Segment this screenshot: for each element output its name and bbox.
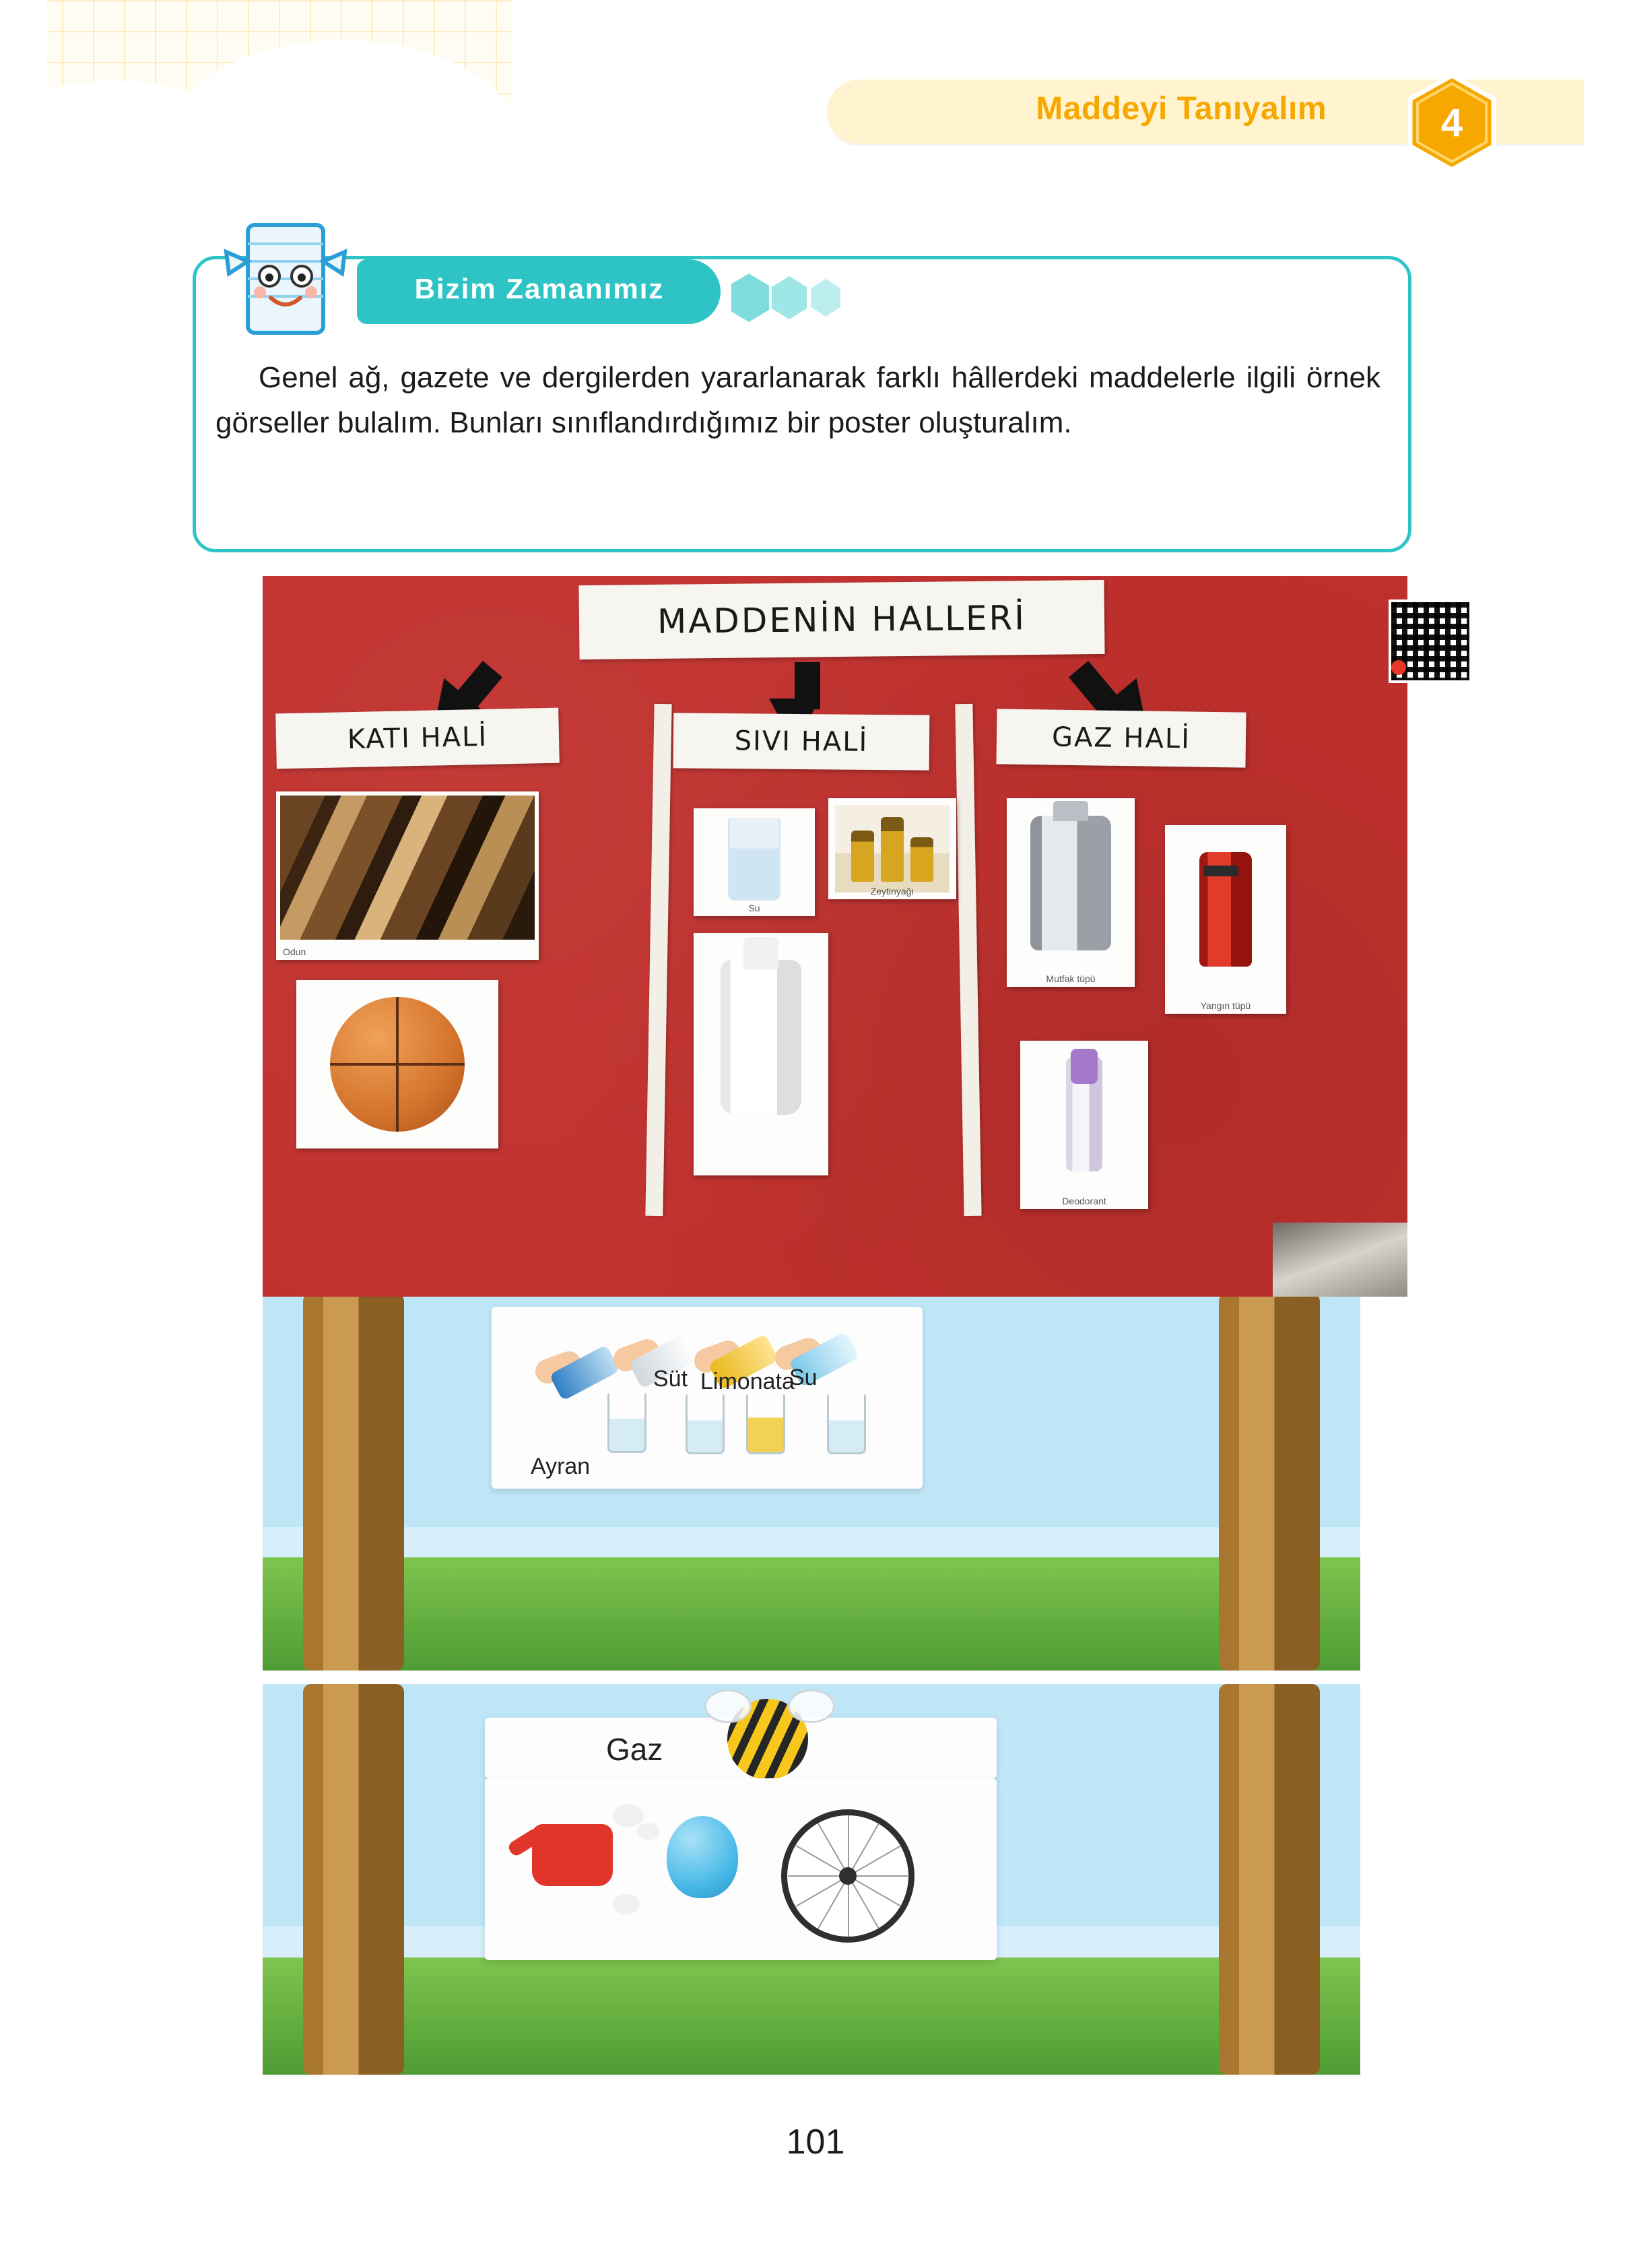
poster-card-wood [276, 791, 539, 960]
illustration-liquids [263, 1293, 1360, 1671]
poster-card-caption: Su [748, 903, 760, 913]
scene-grass [263, 1557, 1360, 1671]
poster-card-milk [694, 933, 828, 1175]
notebook-mascot [195, 214, 377, 362]
bee-mascot [727, 1699, 808, 1780]
milk-bottle-neck [743, 937, 778, 969]
decorative-left-margin [0, 0, 47, 2268]
water-glass-image [728, 818, 780, 901]
steam-icon [613, 1894, 640, 1914]
poster-card-gas-cylinder [1007, 798, 1135, 987]
page-title: Maddeyi Tanıyalım [1036, 91, 1327, 127]
poster-card-caption: Zeytinyağı [870, 886, 914, 897]
activity-instruction-body: Genel ağ, gazete ve dergilerden yararlanarak farklı hâllerdeki maddelerle ilgili örnek görseller bulalım. Bunları sınıflandırdığımız bir poster oluşturalım. [215, 361, 1380, 439]
poster-card-caption: Odun [283, 946, 306, 957]
gas-banner-title: Gaz [606, 1732, 663, 1767]
kettle-icon [532, 1824, 613, 1886]
tree-trunk-right [1219, 1684, 1320, 2075]
page-number: 101 [786, 2123, 845, 2162]
tree-trunk-left [303, 1293, 404, 1671]
qr-code-marker-icon [1391, 660, 1406, 675]
balloon-icon [667, 1816, 738, 1898]
olive-oil-image [835, 805, 950, 893]
steam-icon [637, 1823, 660, 1840]
poster-card-basketball [296, 980, 498, 1148]
poster-photograph [263, 576, 1407, 1297]
bicycle-wheel-icon [781, 1809, 914, 1943]
basketball-image [330, 997, 465, 1132]
poster-card-deodorant [1020, 1041, 1148, 1209]
poster-category-liquid: SIVI HALİ [673, 713, 930, 770]
unit-number-badge [1407, 73, 1496, 172]
gas-cylinder-image [1030, 816, 1111, 950]
badge-hex-decoration [731, 269, 886, 333]
liquid-label-su: Su [789, 1365, 818, 1390]
tree-trunk-left [303, 1684, 404, 2075]
poster-category-solid: KATI HALİ [275, 708, 560, 769]
liquid-label-limonata: Limonata [700, 1369, 795, 1394]
poster-card-caption: Mutfak tüpü [1046, 973, 1096, 984]
gas-cylinder-valve [1053, 801, 1088, 821]
activity-instruction-text [215, 356, 1380, 446]
illustration-gases [263, 1684, 1360, 2075]
poster-category-gas: GAZ HALİ [996, 709, 1246, 767]
liquid-label-sut: Süt [653, 1366, 688, 1392]
poster-card-caption: Yangın tüpü [1200, 1000, 1251, 1011]
poster-title: MADDENİN HALLERİ [578, 580, 1104, 659]
activity-badge-label: Bizim Zamanımız [414, 273, 665, 304]
milk-bottle-image [721, 960, 801, 1115]
poster-card-olive-oil [828, 798, 956, 899]
unit-number: 4 [1440, 100, 1463, 145]
extinguisher-horn [1203, 866, 1238, 876]
wood-logs-image [280, 796, 535, 940]
poster-card-water [694, 808, 815, 916]
steam-icon [613, 1804, 644, 1827]
fire-extinguisher-image [1199, 852, 1252, 967]
deodorant-cap [1071, 1049, 1098, 1084]
poster-card-caption: Deodorant [1062, 1196, 1106, 1206]
tree-trunk-right [1219, 1293, 1320, 1671]
poster-card-fire-extinguisher [1165, 825, 1286, 1014]
scene-grass [263, 1957, 1360, 2075]
poster-photo-corner [1273, 1223, 1407, 1297]
liquid-label-ayran: Ayran [531, 1454, 591, 1479]
